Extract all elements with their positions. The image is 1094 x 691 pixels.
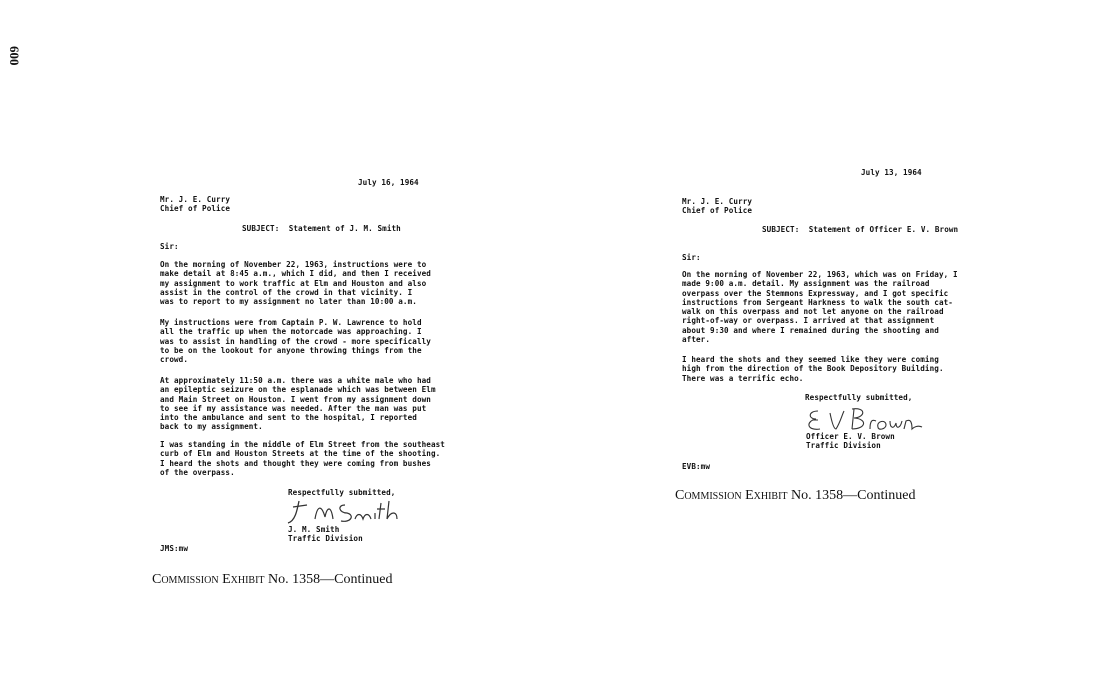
caption-rest: No. 1358—Continued [787, 488, 916, 503]
left-exhibit-caption [152, 572, 392, 588]
text-line: I heard the shots and thought they were coming from bushes [160, 458, 431, 468]
left-letter-closing: Respectfully submitted, [288, 488, 396, 497]
text-line: instructions from Sergeant Harkness to walk the south cat- [682, 297, 953, 307]
text-line: assist in the control of the crowd in that vicinity. I [160, 287, 413, 297]
signature-flourish-icon [285, 497, 405, 527]
text-line: my assignment to work traffic at Elm and Houston and also [160, 278, 427, 288]
text-line: after. [682, 335, 711, 345]
addressee-title: Chief of Police [160, 204, 231, 214]
addressee-title: Chief of Police [682, 206, 753, 216]
text-line: At approximately 11:50 a.m. there was a white male who had [160, 376, 431, 385]
left-letter-addressee [160, 195, 230, 214]
text-line: right-of-way or overpass. I arrived at that assignment [682, 316, 935, 326]
caption-lead: Commission Exhibit [675, 488, 788, 503]
signer-name: Officer E. V. Brown [806, 432, 895, 441]
right-letter-addressee [682, 197, 752, 216]
left-letter-paragraph-4 [160, 440, 445, 477]
subject-text: Statement of Officer E. V. Brown [808, 225, 959, 234]
text-line: was to assist in handling of the crowd - more specifically [160, 336, 431, 346]
text-line: walk on this overpass and not let anyone on the railroad [682, 307, 944, 317]
subject-text: Statement of J. M. Smith [288, 224, 401, 233]
text-line: all the traffic up when the motorcade was approaching. I [160, 327, 422, 337]
text-line: of the overpass. [160, 467, 235, 477]
right-letter-initials: EVB:mw [682, 462, 711, 471]
text-line: On the morning of November 22, 1963, which was on Friday, I [682, 270, 958, 279]
page-number: 600 [7, 46, 22, 66]
text-line: On the morning of November 22, 1963, instructions were to [160, 260, 427, 269]
right-exhibit-caption [675, 488, 915, 504]
text-line: I heard the shots and they seemed like they were coming [682, 355, 939, 364]
text-line: I was standing in the middle of Elm Street from the southeast [160, 440, 445, 449]
left-letter-salutation: Sir: [160, 242, 179, 251]
right-letter-signature [806, 405, 926, 435]
text-line: about 9:30 and where I remained during the shooting and [682, 325, 939, 335]
right-letter-paragraph-1 [682, 270, 958, 344]
text-line: into the ambulance and sent to the hospital, I reported [160, 413, 417, 423]
subject-label: SUBJECT: [242, 224, 280, 233]
text-line: to be on the lookout for anyone throwing things from the [160, 345, 422, 355]
addressee-name: Mr. J. E. Curry [682, 197, 753, 206]
text-line: make detail at 8:45 a.m., which I did, and then I received [160, 269, 431, 279]
left-letter-paragraph-1 [160, 260, 431, 306]
signer-name: J. M. Smith [288, 525, 340, 534]
text-line: My instructions were from Captain P. W. Lawrence to hold [160, 318, 422, 327]
text-line: high from the direction of the Book Depository Building. [682, 364, 944, 374]
right-letter-date: July 13, 1964 [861, 168, 922, 177]
text-line: There was a terrific echo. [682, 373, 804, 383]
right-letter-subject [762, 225, 958, 234]
right-letter-signer [806, 432, 895, 451]
signer-title: Traffic Division [288, 534, 363, 544]
left-letter-paragraph-3 [160, 376, 436, 432]
left-letter-signer [288, 525, 363, 544]
addressee-name: Mr. J. E. Curry [160, 195, 231, 204]
right-letter-salutation: Sir: [682, 253, 701, 262]
text-line: overpass over the Stemmons Expressway, and I got specific [682, 288, 949, 298]
text-line: crowd. [160, 355, 189, 365]
subject-label: SUBJECT: [762, 225, 800, 234]
right-letter-closing: Respectfully submitted, [805, 393, 913, 402]
left-letter-initials: JMS:mw [160, 544, 189, 553]
text-line: and Main Street on Houston. I went from my assignment down [160, 394, 431, 404]
right-letter-paragraph-2 [682, 355, 944, 383]
text-line: back to my assignment. [160, 422, 263, 432]
left-letter-paragraph-2 [160, 318, 431, 364]
left-letter-subject [242, 224, 401, 233]
left-letter-signature [285, 497, 405, 527]
signature-flourish-icon [806, 405, 926, 435]
text-line: was to report to my assignment no later than 10:00 a.m. [160, 297, 417, 307]
caption-lead: Commission Exhibit [152, 572, 265, 587]
text-line: made 9:00 a.m. detail. My assignment was the railroad [682, 279, 930, 289]
text-line: curb of Elm and Houston Streets at the time of the shooting. [160, 449, 441, 459]
caption-rest: No. 1358—Continued [264, 572, 393, 587]
left-letter-date: July 16, 1964 [358, 178, 419, 187]
signer-title: Traffic Division [806, 441, 881, 451]
text-line: an epileptic seizure on the esplanade which was between Elm [160, 385, 436, 395]
text-line: to see if my assistance was needed. After the man was put [160, 403, 427, 413]
